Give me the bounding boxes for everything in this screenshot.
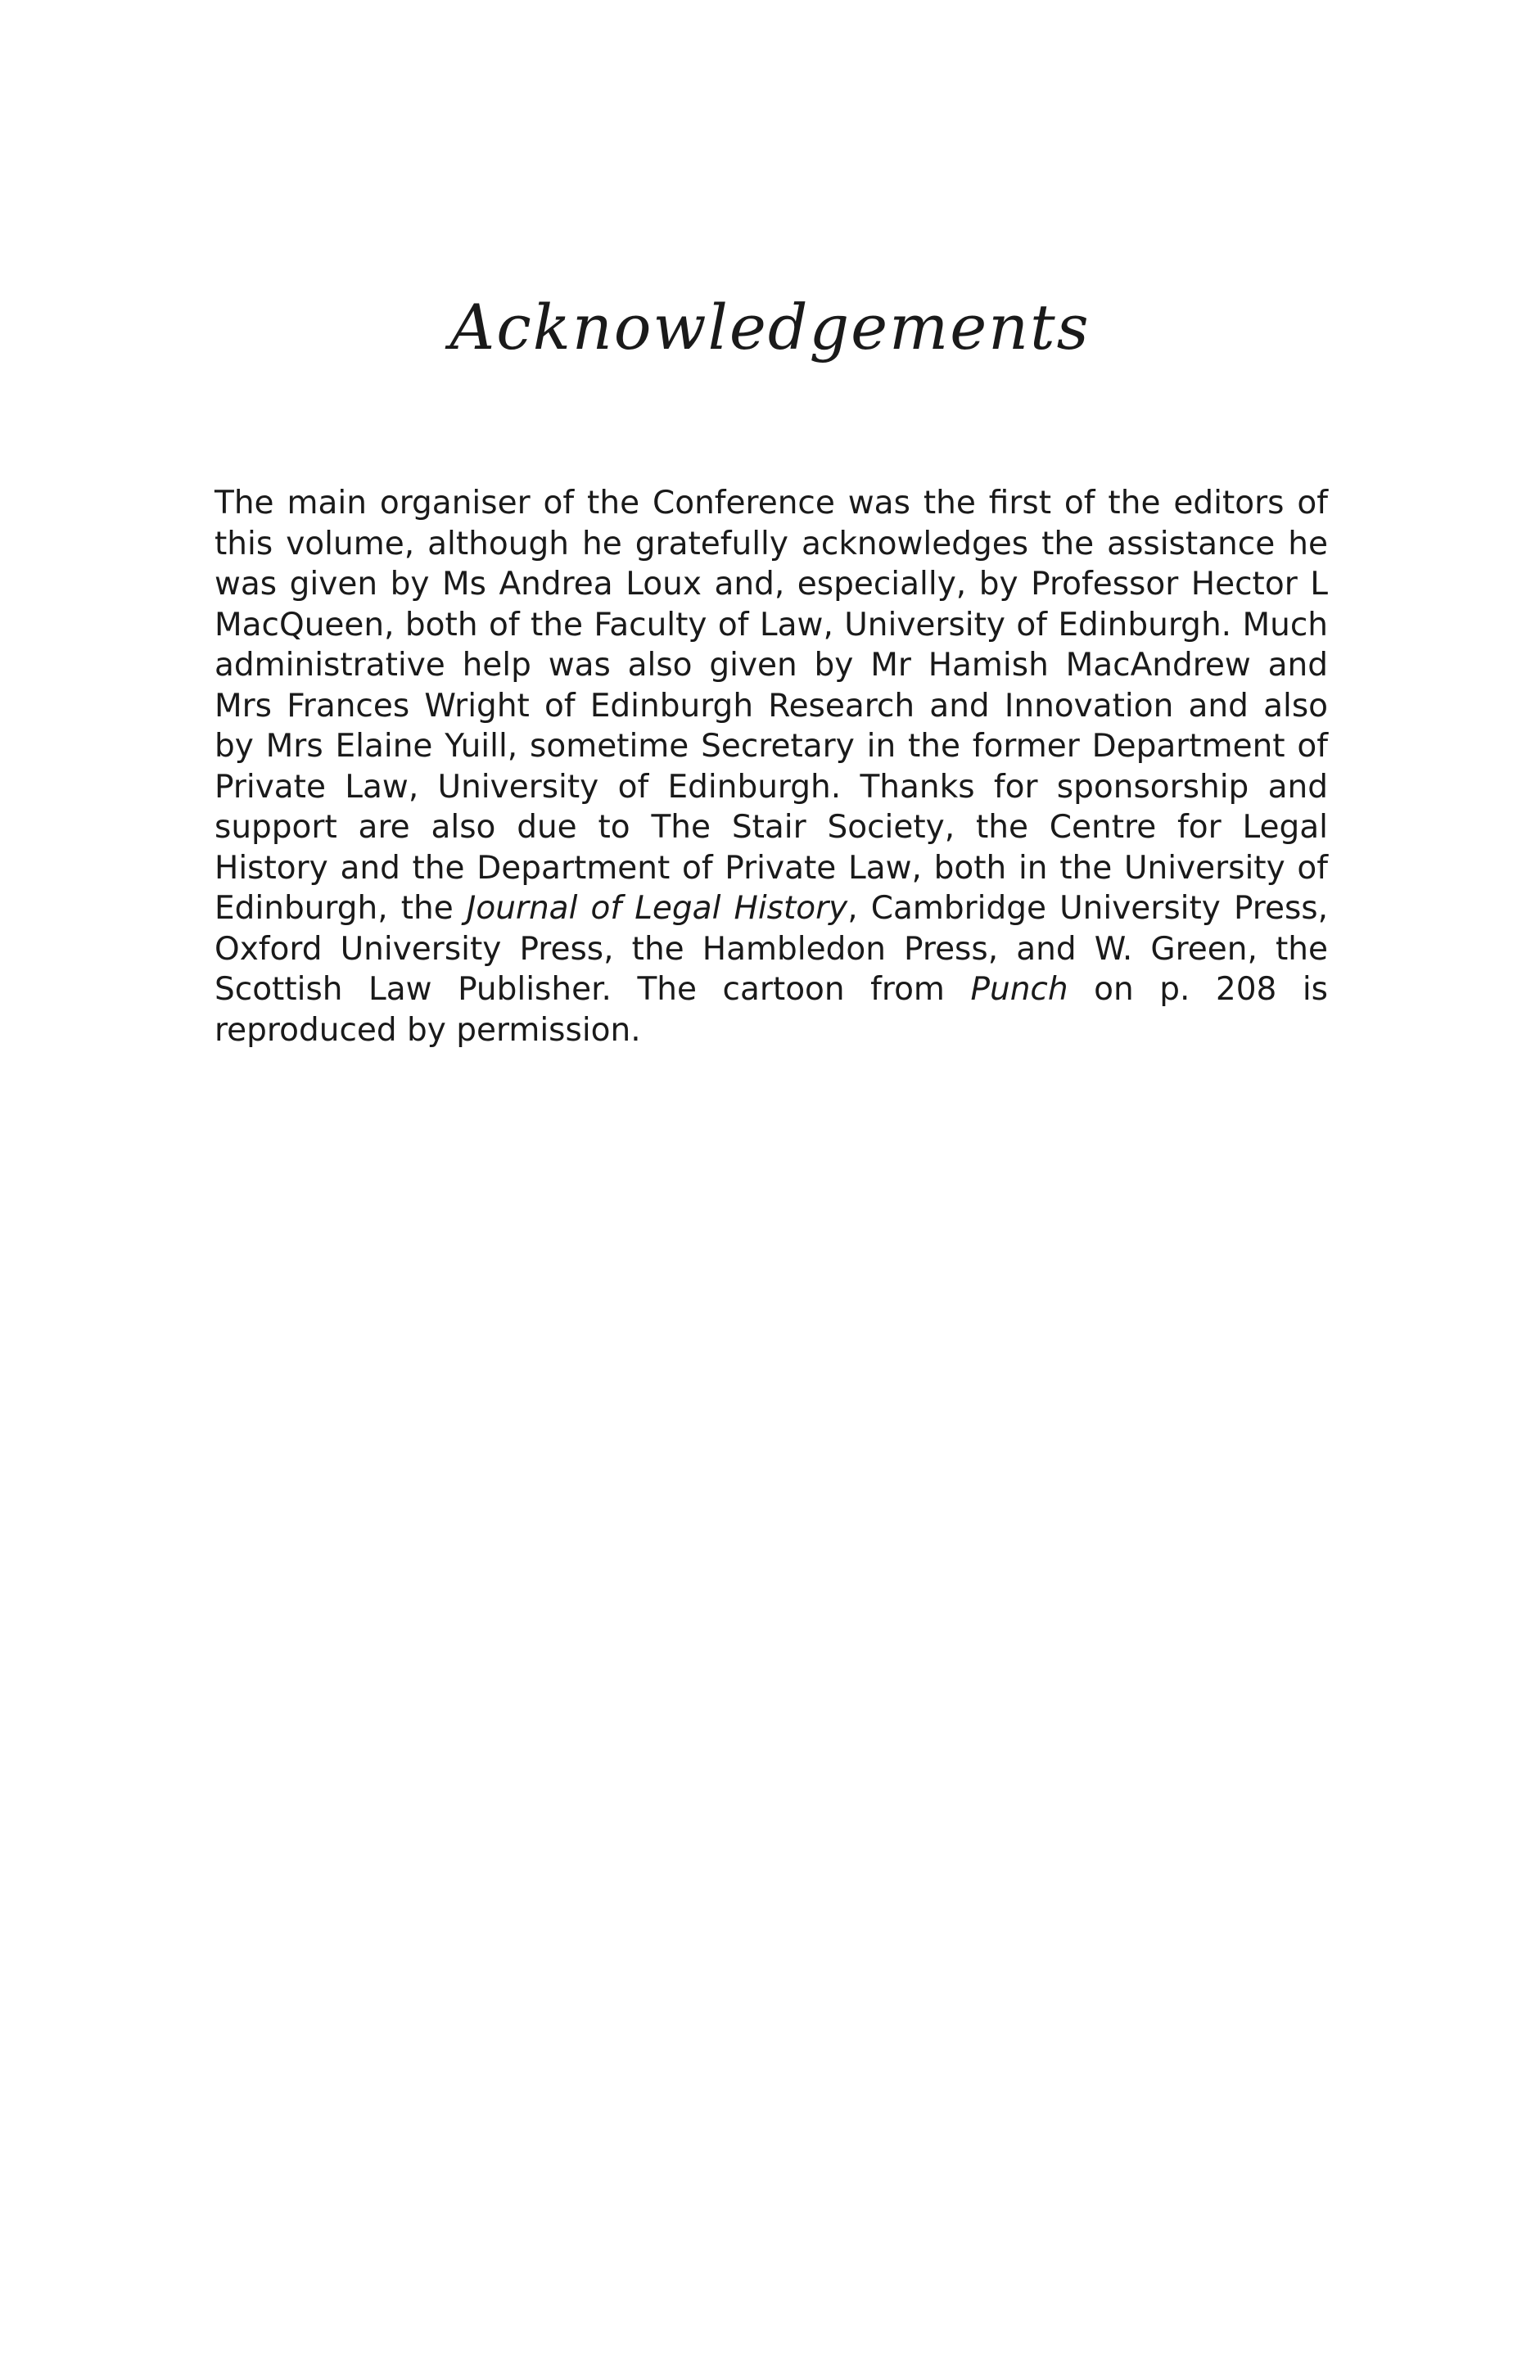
page-title: Acknowledgements [449, 291, 1091, 364]
paragraph-text-part-1: The main organiser of the Conference was the first of the editors of this volume, although he gratefully acknowledges the assistance he was given by Ms Andrea Loux and, especially, by Professor Hector L MacQueen, both of the Faculty of Law, University of Edinburgh. Much administrative help was also given by Mr Hamish MacAndrew and Mrs Frances Wright of Edinburgh Research and Innovation and also by Mrs Elaine Yuill, sometime Secretary in the former Department of Private Law, University of Edinburgh. Thanks for sponsorship and support are also due to The Stair Society, the Centre for Legal History and the Department of Private Law, both in the University of Edinburgh, the [215, 485, 1328, 927]
acknowledgements-paragraph [215, 483, 1328, 1050]
journal-title: Journal of Legal History [466, 890, 848, 927]
paragraph-text-part-2: , Cambridge University Press, Oxford University Press, the Hambledon Press, and W. Green, the Scottish Law Publisher. The cartoon from [215, 890, 1328, 1008]
paragraph-text-part-3: on p. 208 is reproduced by permission. [215, 971, 1328, 1049]
punch-title: Punch [970, 971, 1068, 1008]
